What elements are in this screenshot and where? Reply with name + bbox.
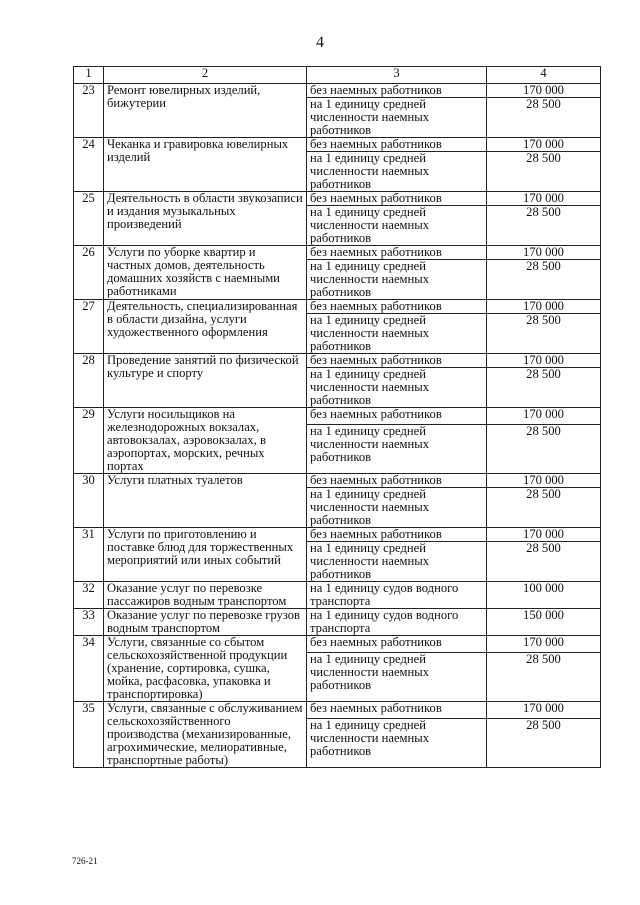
condition-cell: без наемных работников — [307, 138, 487, 152]
activity-name: Проведение занятий по физической культуре и спорту — [104, 354, 307, 408]
amount-cell: 170 000 — [487, 138, 601, 152]
table-row — [74, 354, 601, 368]
amount-cell: 28 500 — [487, 206, 601, 246]
activity-name: Деятельность в области звукозаписи и издания музыкальных произведений — [104, 192, 307, 246]
activity-name: Деятельность, специализированная в области дизайна, услуги художественного оформления — [104, 300, 307, 354]
row-number: 32 — [74, 582, 104, 609]
amount-cell: 170 000 — [487, 702, 601, 719]
activity-name: Ремонт ювелирных изделий, бижутерии — [104, 84, 307, 138]
amount-cell: 170 000 — [487, 408, 601, 425]
amount-cell: 170 000 — [487, 528, 601, 542]
document-code: 726-21 — [72, 856, 98, 866]
column-header: 2 — [104, 67, 307, 84]
column-header: 1 — [74, 67, 104, 84]
table-row — [74, 582, 601, 609]
condition-cell: без наемных работников — [307, 84, 487, 98]
amount-cell: 170 000 — [487, 354, 601, 368]
table-row — [74, 138, 601, 152]
condition-cell: на 1 единицу средней численности наемных работников — [307, 425, 487, 474]
amount-cell: 170 000 — [487, 84, 601, 98]
table-row — [74, 300, 601, 314]
activity-name: Услуги носильщиков на железнодорожных вокзалах, автовокзалах, аэровокзалах, в аэропортах, морских, речных портах — [104, 408, 307, 474]
table-row — [74, 528, 601, 542]
column-header: 3 — [307, 67, 487, 84]
row-number: 33 — [74, 609, 104, 636]
table-row — [74, 408, 601, 425]
table-row — [74, 192, 601, 206]
row-number: 25 — [74, 192, 104, 246]
page-number: 4 — [316, 34, 324, 51]
activity-name: Оказание услуг по перевозке грузов водным транспортом — [104, 609, 307, 636]
amount-cell: 28 500 — [487, 653, 601, 702]
condition-cell: на 1 единицу средней численности наемных работников — [307, 719, 487, 768]
condition-cell: без наемных работников — [307, 636, 487, 653]
amount-cell: 28 500 — [487, 719, 601, 768]
row-number: 35 — [74, 702, 104, 768]
condition-cell: на 1 единицу средней численности наемных работников — [307, 314, 487, 354]
activity-name: Услуги платных туалетов — [104, 474, 307, 528]
amount-cell: 28 500 — [487, 314, 601, 354]
row-number: 28 — [74, 354, 104, 408]
condition-cell: на 1 единицу судов водного транспорта — [307, 609, 487, 636]
table-row — [74, 702, 601, 719]
amount-cell: 170 000 — [487, 474, 601, 488]
column-header: 4 — [487, 67, 601, 84]
row-number: 24 — [74, 138, 104, 192]
amount-cell: 28 500 — [487, 152, 601, 192]
activity-name: Услуги по уборке квартир и частных домов, деятельность домашних хозяйств с наемными работниками — [104, 246, 307, 300]
table-row — [74, 636, 601, 653]
condition-cell: на 1 единицу средней численности наемных работников — [307, 152, 487, 192]
tariff-table — [73, 66, 601, 768]
row-number: 23 — [74, 84, 104, 138]
amount-cell: 170 000 — [487, 192, 601, 206]
table-body — [74, 84, 601, 768]
condition-cell: без наемных работников — [307, 528, 487, 542]
amount-cell: 28 500 — [487, 98, 601, 138]
row-number: 34 — [74, 636, 104, 702]
condition-cell: без наемных работников — [307, 408, 487, 425]
table-header-row — [74, 67, 601, 84]
activity-name: Услуги, связанные с обслуживанием сельскохозяйственного производства (механизированные, агрохимические, мелиоративные, транспортные работы) — [104, 702, 307, 768]
condition-cell: на 1 единицу средней численности наемных работников — [307, 488, 487, 528]
row-number: 31 — [74, 528, 104, 582]
row-number: 27 — [74, 300, 104, 354]
row-number: 29 — [74, 408, 104, 474]
condition-cell: на 1 единицу средней численности наемных работников — [307, 368, 487, 408]
activity-name: Услуги по приготовлению и поставке блюд для торжественных мероприятий или иных событий — [104, 528, 307, 582]
condition-cell: без наемных работников — [307, 354, 487, 368]
condition-cell: на 1 единицу судов водного транспорта — [307, 582, 487, 609]
amount-cell: 28 500 — [487, 260, 601, 300]
amount-cell: 170 000 — [487, 300, 601, 314]
condition-cell: на 1 единицу средней численности наемных работников — [307, 98, 487, 138]
table-row — [74, 84, 601, 98]
condition-cell: на 1 единицу средней численности наемных работников — [307, 206, 487, 246]
table-row — [74, 246, 601, 260]
amount-cell: 170 000 — [487, 246, 601, 260]
condition-cell: на 1 единицу средней численности наемных работников — [307, 542, 487, 582]
condition-cell: на 1 единицу средней численности наемных работников — [307, 653, 487, 702]
condition-cell: на 1 единицу средней численности наемных работников — [307, 260, 487, 300]
table-row — [74, 474, 601, 488]
amount-cell: 28 500 — [487, 425, 601, 474]
amount-cell: 28 500 — [487, 368, 601, 408]
row-number: 30 — [74, 474, 104, 528]
activity-name: Чеканка и гравировка ювелирных изделий — [104, 138, 307, 192]
table-row — [74, 609, 601, 636]
activity-name: Оказание услуг по перевозке пассажиров водным транспортом — [104, 582, 307, 609]
row-number: 26 — [74, 246, 104, 300]
amount-cell: 100 000 — [487, 582, 601, 609]
amount-cell: 28 500 — [487, 488, 601, 528]
condition-cell: без наемных работников — [307, 246, 487, 260]
condition-cell: без наемных работников — [307, 702, 487, 719]
condition-cell: без наемных работников — [307, 474, 487, 488]
condition-cell: без наемных работников — [307, 300, 487, 314]
amount-cell: 28 500 — [487, 542, 601, 582]
amount-cell: 150 000 — [487, 609, 601, 636]
activity-name: Услуги, связанные со сбытом сельскохозяйственной продукции (хранение, сортировка, сушка, мойка, расфасовка, упаковка и транспортировка) — [104, 636, 307, 702]
amount-cell: 170 000 — [487, 636, 601, 653]
condition-cell: без наемных работников — [307, 192, 487, 206]
